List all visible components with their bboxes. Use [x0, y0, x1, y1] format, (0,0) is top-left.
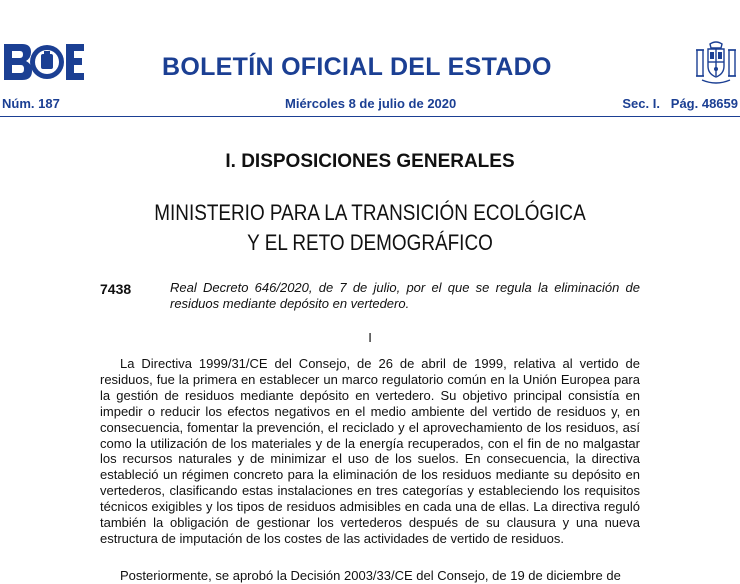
chapter-heading: I [368, 330, 372, 345]
site-title: BOLETÍN OFICIAL DEL ESTADO [162, 53, 552, 81]
issue-date: Miércoles 8 de julio de 2020 [285, 96, 457, 111]
issue-number: Núm. 187 [2, 96, 60, 111]
coat-of-arms-icon [694, 40, 738, 86]
section-title: I. DISPOSICIONES GENERALES [225, 151, 515, 172]
issue-meta-line [0, 96, 740, 114]
disposition-title: Real Decreto 646/2020, de 7 de julio, por el que se regula la eliminación de residuos mediante depósito en vertedero. [170, 280, 640, 311]
ministry-line-2: Y EL RETO DEMOGRÁFICO [247, 230, 493, 255]
body-paragraph: Posteriormente, se aprobó la Decisión 2003/33/CE del Consejo, de 19 de diciembre de [120, 568, 621, 583]
header-divider [0, 116, 740, 117]
section-page: Sec. I. Pág. 48659 [622, 96, 738, 111]
ministry-line-1: MINISTERIO PARA LA TRANSICIÓN ECOLÓGICA [154, 200, 586, 225]
boe-logo-icon [4, 42, 84, 82]
body-paragraph: La Directiva 1999/31/CE del Consejo, de 26 de abril de 1999, relativa al vertido de residuos, fue la primera en establecer un marco regulatorio común en la Unión Europea para la gestión de residuos mediante depósito en vertedero. Su objetivo principal consistía en impedir o reducir los efectos negativos en el medio ambiente del vertido de residuos y, en consecuencia, fomentar la prevención, el reciclado y el aprovechamiento de los residuos, así como la utilización de los materiales y de la energía recuperados, con el fin de no malgastar los recursos naturales y de minimizar el uso de los suelos. En consecuencia, la directiva estableció un régimen concreto para la eliminación de los residuos mediante su depósito en vertederos, clasificando estas instalaciones en tres categorías y estableciendo los requisitos técnicos exigibles y los tipos de residuos admisibles en cada una de ellas. La directiva reguló también la obligación de gestionar los vertederos después de su clausura y una nueva estructura de imputación de los costes de las actividades de vertido de residuos. [100, 356, 640, 546]
disposition-number: 7438 [100, 281, 132, 297]
ministry-heading [52, 198, 688, 258]
